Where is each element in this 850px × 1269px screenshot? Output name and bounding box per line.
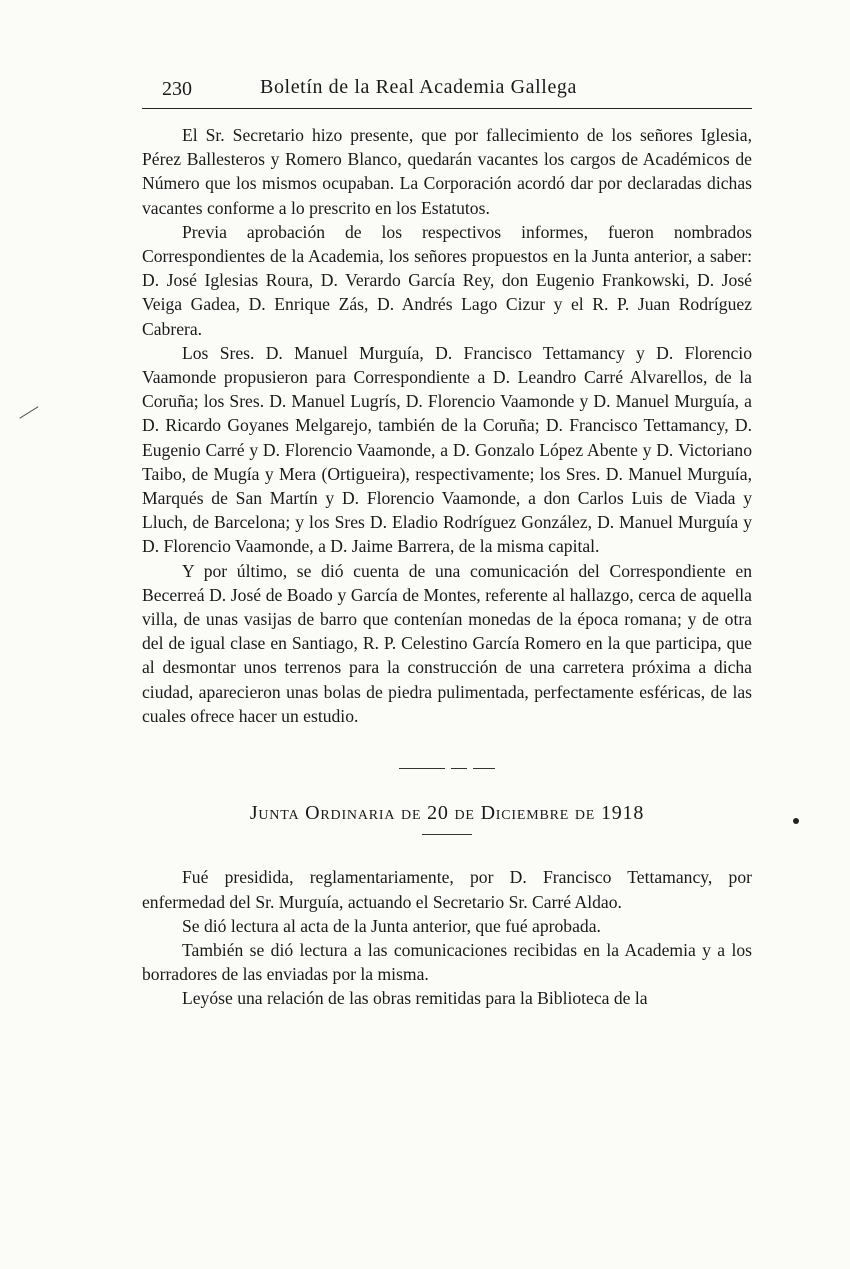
page-header [142, 74, 752, 109]
ink-speck [793, 818, 799, 824]
running-title: Boletín de la Real Academia Gallega [260, 76, 577, 98]
paragraph: Previa aprobación de los respectivos informes, fueron nombrados Correspondientes de la Academia, los señores propuestos en la Junta anterior, a saber: D. José Iglesias Roura, D. Verardo García Rey, don Eugenio Frankowski, D. José Veiga Gadea, D. Enrique Zás, D. Andrés Lago Cizur y el R. P. Juan Rodríguez Cabrera. [142, 221, 752, 339]
paragraph: Los Sres. D. Manuel Murguía, D. Francisco Tettamancy y D. Florencio Vaamonde propusieron para Correspondiente a D. Leandro Carré Alvarellos, de la Coruña; los Sres. D. Manuel Lugrís, D. Florencio Vaamonde y D. Manuel Murguía, a D. Ricardo Goyanes Melgarejo, también de la Coruña; D. Francisco Tettamancy, D. Eugenio Carré y D. Florencio Vaamonde, a D. Gonzalo López Abente y D. Victoriano Taibo, de Mugía y Mera (Ortigueira), respectivamente; los Sres. D. Manuel Murguía, Marqués de San Martín y D. Florencio Vaamonde, a don Carlos Luis de Viada y Lluch, de Barcelona; y los Sres D. Eladio Rodríguez González, D. Manuel Murguía y D. Florencio Vaamonde, a D. Jaime Barrera, de la misma capital. [142, 342, 752, 557]
paragraph: El Sr. Secretario hizo presente, que por fallecimiento de los señores Iglesia, Pérez Ballesteros y Romero Blanco, quedarán vacantes los cargos de Académicos de Número que los mismos ocupaban. La Corporación acordó dar por declaradas dichas vacantes conforme a lo prescrito en los Estatutos. [142, 125, 752, 218]
margin-mark [19, 406, 38, 419]
heading-rule [422, 834, 472, 835]
minutes-section-2 [142, 865, 752, 1010]
document-page [142, 74, 752, 1011]
paragraph: Y por último, se dió cuenta de una comunicación del Correspondiente en Becerreá D. José de Boado y García de Montes, referente al hallazgo, cerca de aquella villa, de unas vasijas de barro que contenían monedas de la época romana; y de otra del de igual clase en Santiago, R. P. Celestino García Romero en la que participa, que al desmontar unos terrenos para la construcción de una carretera próxima a dicha ciudad, aparecieron unas bolas de piedra pulimentada, perfectamente esféricas, de las cuales ofrece hacer un estudio. [142, 560, 752, 726]
paragraph: Fué presidida, reglamentariamente, por D. Francisco Tettamancy, por enfermedad del Sr. Murguía, actuando el Secretario Sr. Carré Aldao. [142, 867, 752, 912]
section-heading: Junta Ordinaria de 20 de Diciembre de 1918 [249, 802, 645, 825]
paragraph: También se dió lectura a las comunicaciones recibidas en la Academia y a los borradores de las enviadas por la misma. [142, 940, 752, 985]
minutes-section-1 [142, 123, 752, 728]
paragraph: Se dió lectura al acta de la Junta anterior, que fué aprobada. [182, 915, 601, 936]
page-number: 230 [162, 78, 192, 100]
section-divider [399, 768, 495, 772]
paragraph: Leyóse una relación de las obras remitidas para la Biblioteca de la [182, 988, 648, 1009]
